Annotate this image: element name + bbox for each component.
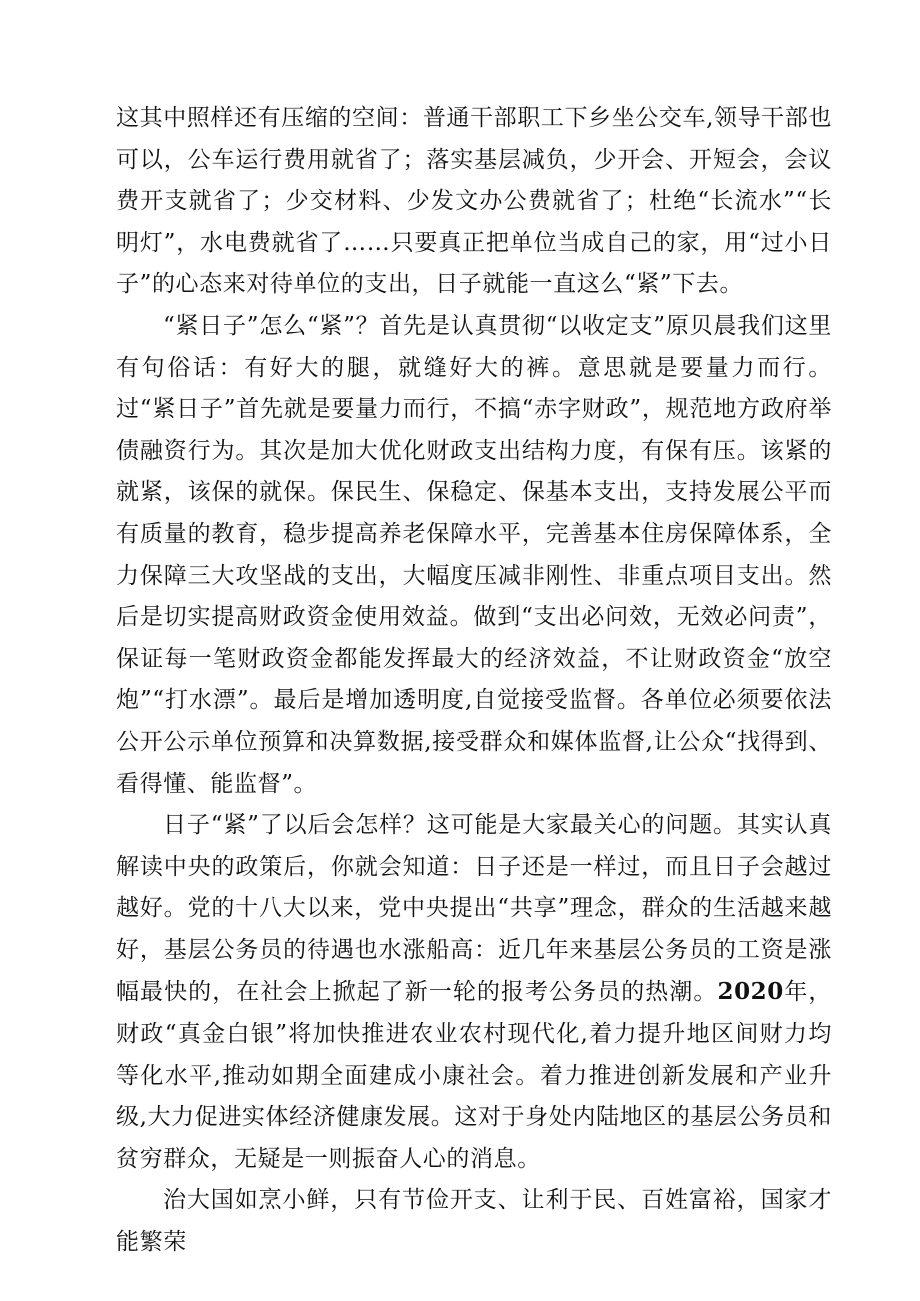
paragraph-2 xyxy=(116,306,832,805)
year-bold-text: 2020 xyxy=(717,978,784,1006)
paragraph-text: 年，财政“真金白银”将加快推进农业农村现代化,着力提升地区间财力均等化水平,推动如期全面建成小康社会。着力推进创新发展和产业升级,大力促进实体经济健康发展。这对于身处内陆地区的基层公务员和贫穷群众，无疑是一则振奋人心的消息。 xyxy=(116,979,833,1172)
paragraph-4 xyxy=(116,1180,832,1263)
paragraph-3 xyxy=(116,805,832,1180)
paragraph-text: 这其中照样还有压缩的空间：普通干部职工下乡坐公交车,领导干部也可以，公车运行费用就省了；落实基层减负，少开会、开短会，会议费开支就省了；少交材料、少发文办公费就省了；杜绝“长流水”“长明灯”，水电费就省了……只要真正把单位当成自己的家，用“过小日子”的心态来对待单位的支出，日子就能一直这么“紧”下去。 xyxy=(116,105,832,298)
paragraph-1 xyxy=(116,98,832,306)
paragraph-text: 治大国如烹小鲜，只有节俭开支、让利于民、百姓富裕，国家才能繁荣 xyxy=(116,1187,832,1256)
paragraph-text: “紧日子”怎么“紧”？首先是认真贯彻“以收定支”原贝晨我们这里有句俗话：有好大的腿，就缝好大的裤。意思就是要量力而行。过“紧日子”首先就是要量力而行，不搞“赤字财政”，规范地方政府举债融资行为。其次是加大优化财政支出结构力度，有保有压。该紧的就紧，该保的就保。保民生、保稳定、保基本支出，支持发展公平而有质量的教育，稳步提高养老保障水平，完善基本住房保障体系，全力保障三大攻坚战的支出，大幅度压减非刚性、非重点项目支出。然后是切实提高财政资金使用效益。做到“支出必问效，无效必问责”，保证每一笔财政资金都能发挥最大的经济效益，不让财政资金“放空炮”“打水漂”。最后是增加透明度,自觉接受监督。各单位必须要依法公开公示单位预算和决算数据,接受群众和媒体监督,让公众“找得到、看得懂、能监督”。 xyxy=(116,312,832,797)
document-page xyxy=(116,98,832,1264)
paragraph-text: 日子“紧”了以后会怎样？这可能是大家最关心的问题。其实认真解读中央的政策后，你就会知道：日子还是一样过，而且日子会越过越好。党的十八大以来，党中央提出“共享”理念，群众的生活越来越好，基层公务员的待遇也水涨船高：近几年来基层公务员的工资是涨幅最快的，在社会上掀起了新一轮的报考公务员的热潮。 xyxy=(116,812,832,1006)
